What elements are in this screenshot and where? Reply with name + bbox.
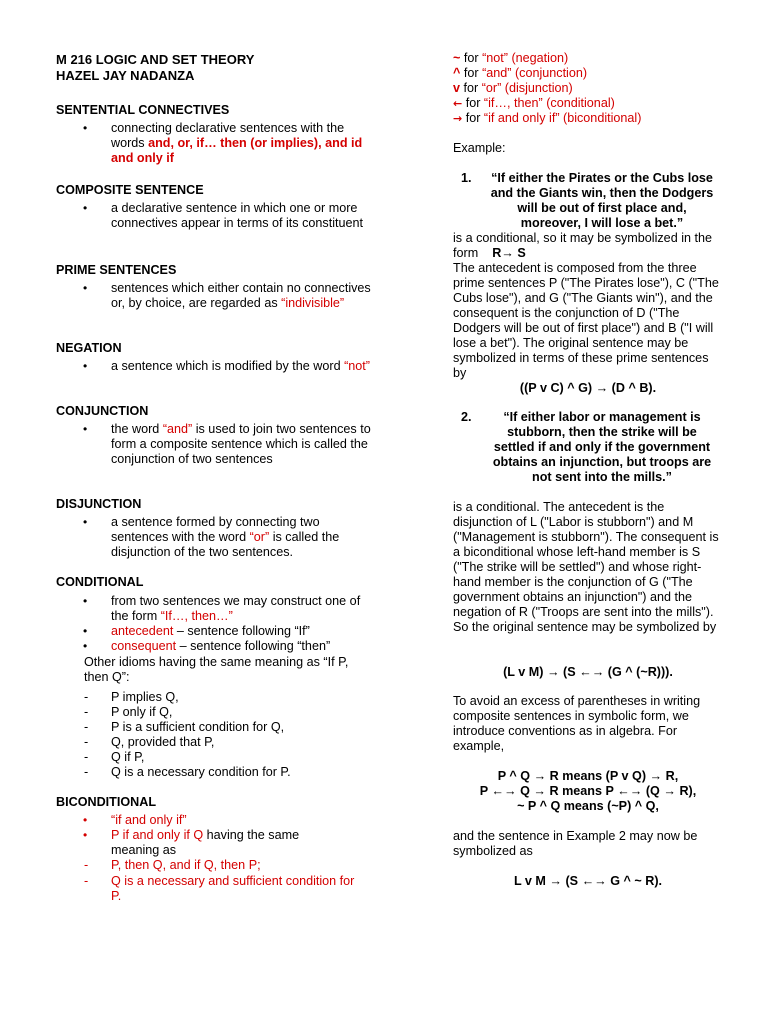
section-title-biconditional: BICONDITIONAL [56, 795, 157, 809]
iff-meaning: having the same meaning as [111, 828, 300, 857]
iff-term: P if and only if Q [111, 828, 204, 842]
course-title: M 216 LOGIC AND SET THEORY [56, 52, 255, 67]
bullet-sentential-text: connecting declarative sentences with the words [111, 121, 345, 150]
idioms-intro: Other idioms having the same meaning as “If P, then Q”: [84, 655, 349, 684]
example-1-form-text: is a conditional, so it may be symbolized in the form [453, 231, 713, 260]
left-arrow-icon: ← [453, 97, 463, 110]
section-title-disjunction: DISJUNCTION [56, 497, 142, 511]
idiom-item: - P implies Q, [111, 690, 376, 705]
example-number: 2. [461, 410, 472, 424]
right-arrow-icon: → [453, 112, 463, 125]
consequent-def: – sentence following “then” [176, 639, 331, 653]
biconditional-dash-item: - P, then Q, and if Q, then P; [111, 858, 376, 873]
symbol-line [453, 111, 641, 126]
symbol-desc: “and” (conjunction) [482, 66, 588, 80]
bullet-iff-meaning [111, 828, 326, 858]
example-1-body: The antecedent is composed from the three prime sentences P ("The Pirates lose"), C ("The Cubs lose"), and G ("The Giants win"), and the consequent is the conjunction of D ("The Dodgers will be out of first place") and B ("I will lose a bet"). The original sentence may be symbolized in terms of these prime sentences by [453, 261, 719, 380]
bullet-conditional-pre: from two sentences we may construct one of the form [111, 594, 361, 623]
bullet-disjunction [111, 515, 376, 560]
bullet-negation-text: a sentence which is modified by the word [111, 359, 345, 373]
bullet-composite: • a declarative sentence in which one or more connectives appear in terms of its constituent [111, 201, 376, 231]
symbol-desc: “if and only if” (biconditional) [483, 111, 642, 125]
symbol-glyph: ^ [453, 66, 461, 80]
bullet-iff: • “if and only if” [111, 813, 376, 828]
symbol-desc: “or” (disjunction) [481, 81, 573, 95]
bullet-conjunction-red: “and” [162, 422, 193, 436]
conventions-text: To avoid an excess of parentheses in writing composite sentences in symbolic form, we introduce conventions as in algebra. For example, [453, 694, 701, 753]
idiom-item: - Q is a necessary condition for P. [111, 765, 376, 780]
section-title-composite: COMPOSITE SENTENCE [56, 183, 204, 197]
example-2-formula: (L v M) → (S ←→ (G ^ (~R))). [503, 665, 673, 679]
symbol-desc: “not” (negation) [482, 51, 569, 65]
example-label: Example: [453, 141, 506, 155]
idiom-item: - Q if P, [111, 750, 376, 765]
antecedent-term: antecedent [111, 624, 174, 638]
symbol-desc: “if…, then” (conditional) [483, 96, 615, 110]
example-1-formula: ((P v C) ^ G) → (D ^ B). [519, 381, 657, 395]
consequent-term: consequent [111, 639, 177, 653]
symbol-for: for [462, 96, 484, 110]
bullet-disjunction-pre: a sentence formed by connecting two sentences with the word [111, 515, 320, 544]
bullet-conjunction-pre: the word [111, 422, 163, 436]
symbol-glyph: v [453, 81, 461, 95]
document-header [56, 52, 254, 84]
bullet-prime-text: sentences which either contain no connectives or, by choice, are regarded as [111, 281, 371, 310]
bullet-sentential [111, 121, 376, 166]
symbol-for: for [460, 51, 483, 65]
antecedent-def: – sentence following “If” [173, 624, 310, 638]
bullet-conditional-red: “If…, then…” [160, 609, 233, 623]
final-formula: L v M → (S ←→ G ^ ~ R). [513, 874, 663, 888]
final-text: and the sentence in Example 2 may now be symbolized as [453, 829, 698, 858]
example-1-quote: “If either the Pirates or the Cubs lose and the Giants win, then the Dodgers will be out of first place and, moreover, I will lose a bet.” [490, 171, 714, 230]
example-2-body: is a conditional. The antecedent is the disjunction of L ("Labor is stubborn") and M ("Management is stubborn"). The consequent is a biconditional whose left-hand member is S ("The strike will be settled") and whose right-hand member is the conjunction of G ("The government obtains an injunction") and the negation of R ("Troops are sent into the mills"). So the original sentence may be symbolized by [453, 500, 719, 634]
bullet-prime [111, 281, 376, 311]
biconditional-dash-item: - Q is a necessary and sufficient condition for P. [111, 874, 366, 904]
section-title-conditional: CONDITIONAL [56, 575, 144, 589]
bullet-prime-red: “indivisible” [281, 296, 345, 310]
example-1-form [453, 231, 723, 261]
symbol-glyph: ~ [453, 51, 461, 65]
bullet-sentential-red: and, or, if… then (or implies), and id and only if [111, 136, 363, 165]
symbol-for: for [460, 81, 482, 95]
bullet-negation-red: “not” [344, 359, 371, 373]
bullet-conjunction-post: is used to join two sentences to form a composite sentence which is called the conjunction of two sentences [111, 422, 371, 466]
convention-line: P ^ Q → R means (P v Q) → R, [497, 769, 679, 783]
bullet-disjunction-post: is called the disjunction of the two sentences. [111, 530, 340, 559]
symbol-line [453, 81, 573, 96]
idiom-item: - P is a sufficient condition for Q, [111, 720, 376, 735]
example-1-form-symbol: R→ S [492, 246, 526, 260]
bullet-antecedent [111, 624, 376, 639]
symbol-line [453, 96, 615, 111]
bullet-negation [111, 359, 376, 374]
idiom-item: - Q, provided that P, [111, 735, 376, 750]
convention-line: ~ P ^ Q means (~P) ^ Q, [517, 799, 659, 813]
bullet-conditional-form [111, 594, 376, 624]
bullet-consequent [111, 639, 376, 654]
bullet-conjunction [111, 422, 376, 467]
symbol-line [453, 66, 587, 81]
section-title-prime: PRIME SENTENCES [56, 263, 177, 277]
example-2-quote: “If either labor or management is stubborn, then the strike will be settled if and only if the government obtains an injunction, but troops are not sent into the mills.” [492, 410, 712, 484]
section-title-negation: NEGATION [56, 341, 122, 355]
author-name: HAZEL JAY NADANZA [56, 68, 195, 83]
section-title-conjunction: CONJUNCTION [56, 404, 149, 418]
symbol-for: for [460, 66, 483, 80]
symbol-line [453, 51, 568, 66]
bullet-disjunction-red: “or” [249, 530, 270, 544]
convention-line: P ←→ Q → R means P ←→ (Q → R), [479, 784, 697, 798]
idiom-item: - P only if Q, [111, 705, 376, 720]
example-number: 1. [461, 171, 472, 185]
section-title-sentential: SENTENTIAL CONNECTIVES [56, 103, 230, 117]
symbol-for: for [462, 111, 484, 125]
